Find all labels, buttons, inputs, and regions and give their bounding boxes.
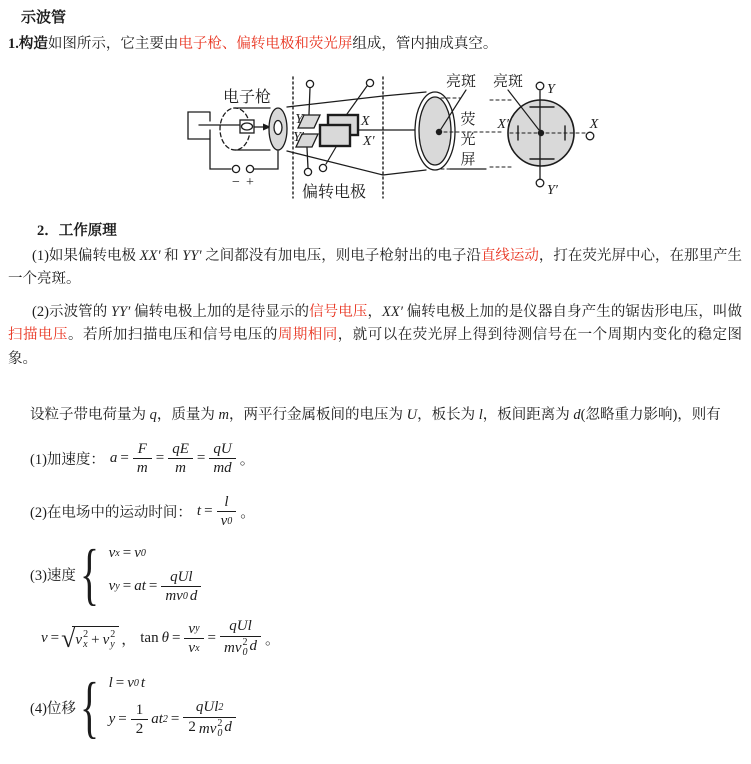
- text-run: 组成，管内抽成真空。: [352, 36, 498, 52]
- math-token: [209, 459, 235, 477]
- math-token: l: [224, 493, 229, 510]
- y-prime-plate-label: Y′: [293, 129, 304, 145]
- math-token: tan: [140, 630, 159, 646]
- math-expression: [109, 441, 257, 477]
- math-token: y: [110, 639, 115, 650]
- math-token: √: [61, 623, 76, 653]
- section-heading-principle: 2．工作原理: [37, 222, 117, 239]
- math-token: 0: [217, 728, 223, 740]
- math-token: [243, 638, 248, 659]
- math-token: [79, 535, 203, 613]
- math-token: [168, 441, 193, 477]
- var-d: d: [573, 407, 581, 423]
- math-token: at: [134, 578, 146, 594]
- math-token: mv 2 0: [224, 636, 248, 659]
- formula-acceleration: [30, 438, 751, 480]
- math-token: 2: [135, 721, 144, 737]
- math-token: [108, 675, 238, 740]
- text-run: ，质量为: [156, 407, 219, 423]
- math-token: [184, 621, 203, 640]
- front-y-label: Y: [547, 81, 555, 97]
- math-token: [131, 702, 149, 738]
- math-token: =: [171, 630, 181, 646]
- math-token: [108, 545, 204, 605]
- math-token: [184, 639, 203, 657]
- math-token: =: [120, 450, 129, 466]
- math-token: =: [204, 503, 213, 519]
- bright-spot-label-2: 亮斑: [492, 73, 524, 90]
- math-token: [108, 675, 146, 692]
- math-token: qUl: [170, 568, 193, 585]
- paragraph-no-voltage: [8, 245, 742, 292]
- highlight-signal-voltage: 信号电压: [309, 303, 368, 320]
- math-token: =: [115, 675, 125, 692]
- highlight-components: 电子枪、偏转电极和荧光屏: [178, 36, 353, 52]
- math-token: 2: [218, 702, 224, 713]
- text-run: ，板长为: [417, 407, 479, 423]
- math-token: 0: [227, 515, 233, 527]
- text-run: 之间都没有加电压，则电子枪射出的电子沿: [201, 247, 481, 264]
- math-token: v x: [108, 544, 120, 561]
- math-token: 2: [242, 636, 248, 648]
- paragraph-structure: [8, 33, 742, 57]
- paragraph-scan-voltage: [8, 301, 742, 372]
- var-m: m: [218, 407, 229, 423]
- xx-axis-label: XX′: [382, 303, 403, 320]
- math-token: [220, 618, 261, 637]
- math-expression: [196, 494, 257, 530]
- math-token: {: [79, 535, 99, 613]
- math-token: [220, 637, 261, 659]
- page-title: 示波管: [21, 10, 67, 26]
- text-run: 设粒子带电荷量为: [30, 407, 150, 423]
- math-token: qU: [213, 440, 232, 457]
- highlight-scan-voltage: 扫描电压: [8, 327, 68, 343]
- screen-char: 荧: [460, 111, 476, 128]
- anode-disc: [269, 108, 287, 150]
- plus-sign: +: [246, 174, 254, 190]
- math-token: 2: [162, 714, 168, 725]
- math-expression: [79, 668, 238, 746]
- math-token: v 2 y: [102, 628, 116, 650]
- math-token: v: [41, 630, 48, 646]
- math-token: +: [91, 631, 100, 648]
- math-token: [72, 626, 119, 652]
- minus-sign: −: [232, 174, 240, 190]
- math-token: mv 0: [165, 588, 188, 604]
- text-run: 和: [160, 247, 183, 264]
- math-token: at 2: [151, 711, 168, 727]
- math-token: =: [118, 711, 127, 727]
- highlight-straight-motion: 直线运动: [480, 247, 539, 264]
- math-token: y: [195, 623, 200, 635]
- text-run: 。若所加扫描电压和信号电压的: [67, 327, 278, 343]
- tube-wall-bottom: [287, 151, 383, 175]
- formula-label: (4)位移: [30, 701, 76, 717]
- var-U: U: [406, 407, 418, 423]
- tube-wall-top: [287, 96, 383, 107]
- text-run: 偏转电极上加的是待显示的: [130, 303, 310, 320]
- xx-axis-label: XX′: [139, 247, 161, 264]
- math-token: t: [196, 503, 202, 519]
- math-token: [209, 441, 235, 477]
- electron-gun-label: 电子枪: [222, 88, 272, 106]
- math-token: [183, 718, 236, 740]
- math-token: 2: [217, 717, 223, 729]
- math-token: =: [196, 450, 206, 466]
- formula-resultant-velocity: [36, 616, 751, 662]
- math-token: [220, 618, 261, 659]
- math-token: d: [249, 637, 258, 654]
- math-token: 0: [242, 647, 248, 659]
- math-token: [168, 459, 193, 477]
- math-token: t: [140, 675, 146, 692]
- math-token: [133, 459, 152, 477]
- math-token: F: [137, 440, 147, 457]
- math-token: [61, 623, 119, 653]
- bright-spot-dot-front: [538, 129, 544, 135]
- math-token: [183, 699, 236, 718]
- math-token: v 0: [134, 544, 146, 561]
- text-run: ，两平行金属板间的电压为: [228, 407, 407, 423]
- screen-char: 屏: [460, 151, 476, 168]
- formula-label: (1)加速度：: [30, 452, 105, 468]
- math-token: v y: [108, 578, 120, 594]
- math-token: [108, 699, 238, 740]
- math-token: [108, 569, 204, 605]
- math-token: 1: [135, 701, 144, 718]
- math-token: [131, 702, 149, 721]
- math-token: y: [108, 711, 116, 727]
- text-run: 偏转电极上加的是仪器自身产生的锯齿形电压，叫做: [402, 303, 743, 320]
- text-run: ，: [367, 303, 383, 320]
- math-token: x: [83, 639, 88, 650]
- math-token: =: [207, 630, 217, 646]
- math-token: v y: [188, 620, 200, 637]
- math-token: 0: [140, 547, 146, 559]
- math-token: [108, 545, 147, 562]
- math-token: [131, 720, 149, 738]
- math-token: [133, 441, 152, 460]
- math-expression: [79, 535, 203, 613]
- math-token: =: [155, 450, 165, 466]
- text-run: ，打在荧光屏中心，在那里产生一个亮斑。: [8, 247, 743, 287]
- math-token: [161, 569, 201, 605]
- math-token: l: [108, 675, 113, 692]
- formula-displacement: [30, 670, 751, 746]
- math-token: d: [224, 718, 232, 735]
- math-token: θ: [161, 630, 169, 646]
- math-token: =: [148, 578, 158, 594]
- text-run: ，板间距离为: [482, 407, 574, 423]
- math-token: =: [122, 578, 132, 594]
- math-token: [110, 630, 115, 651]
- front-y-prime-label: Y′: [547, 182, 558, 198]
- x-plate-label: X: [361, 113, 370, 129]
- math-token: 2: [83, 628, 89, 640]
- math-token: 。: [239, 452, 255, 468]
- front-x-label: X: [589, 116, 599, 132]
- math-token: y: [115, 581, 120, 592]
- math-token: [79, 668, 238, 746]
- math-token: x: [195, 642, 200, 654]
- math-token: x: [115, 547, 120, 559]
- math-token: [161, 569, 201, 588]
- math-token: v 0: [220, 513, 233, 529]
- gun-supply-wiring: [210, 139, 278, 173]
- math-token: [217, 719, 222, 740]
- formula-label: (3)速度: [30, 568, 76, 584]
- highlight-same-period: 周期相同: [277, 327, 338, 343]
- text-run: (忽略重力影响)，则有: [580, 407, 721, 423]
- bright-spot-dot-side: [436, 128, 442, 134]
- screen-char: 光: [460, 131, 476, 148]
- text-run: (1)如果偏转电极: [32, 247, 140, 264]
- fluorescent-screen-label: [460, 110, 475, 168]
- formula-transit-time: [30, 490, 751, 534]
- math-token: md: [213, 460, 232, 476]
- math-token: 0: [182, 590, 188, 602]
- math-token: ，: [121, 632, 137, 648]
- math-token: qE: [172, 440, 189, 457]
- electron-gun-cylinder: [220, 108, 270, 150]
- formula-label: (2)在电场中的运动时间：: [30, 505, 192, 521]
- math-token: [183, 699, 236, 740]
- screen-ellipse: [415, 92, 455, 170]
- yy-axis-label: YY′: [111, 303, 131, 320]
- math-token: [217, 494, 237, 530]
- math-token: 。: [240, 505, 256, 521]
- math-token: [217, 512, 237, 530]
- y-plate-label: Y: [295, 111, 303, 127]
- math-token: [133, 441, 152, 477]
- math-token: 。: [265, 632, 281, 648]
- math-token: v x: [188, 640, 200, 656]
- math-token: [83, 630, 88, 651]
- text-run: ，就可以在荧光屏上得到待测信号在一个周期内变化的稳定图象。: [8, 327, 743, 367]
- y-deflection-plates: [296, 80, 320, 175]
- math-token: 2: [188, 718, 196, 735]
- math-token: =: [50, 630, 60, 646]
- math-token: m: [136, 460, 148, 476]
- math-token: m: [175, 460, 186, 476]
- front-x-prime-label: X′: [497, 116, 509, 132]
- battery-symbol: [188, 112, 239, 139]
- math-token: mv 2 0: [198, 717, 223, 740]
- math-token: v 0: [127, 675, 139, 692]
- math-token: 0: [133, 678, 139, 690]
- var-l: l: [478, 407, 483, 423]
- math-token: d: [189, 588, 198, 604]
- math-token: {: [79, 668, 99, 746]
- var-q: q: [149, 407, 157, 423]
- text-run: 如图所示，它主要由: [47, 36, 179, 52]
- formula-velocity-components: [30, 535, 751, 613]
- math-token: [161, 587, 201, 605]
- yy-axis-label: YY′: [182, 247, 202, 264]
- math-token: qUl 2: [195, 699, 224, 716]
- math-token: [209, 441, 235, 460]
- math-token: v 2 x: [75, 628, 89, 650]
- oscilloscope-tube-diagram: [183, 61, 751, 211]
- math-token: =: [170, 711, 180, 727]
- math-token: 2: [110, 628, 116, 640]
- math-expression: [40, 618, 282, 659]
- text-run: (2)示波管的: [32, 303, 112, 320]
- bright-spot-label-1: 亮斑: [445, 73, 477, 90]
- math-token: [184, 621, 203, 657]
- structure-label: 1.构造: [8, 36, 48, 52]
- deflection-electrodes-label: 偏转电极: [301, 183, 367, 201]
- math-token: qUl: [229, 618, 252, 635]
- paragraph-derivation-setup: [8, 404, 742, 428]
- math-token: [217, 494, 237, 513]
- diagram-svg: [183, 61, 603, 211]
- math-token: a: [109, 450, 118, 466]
- math-token: [168, 441, 193, 460]
- x-prime-plate-label: X′: [363, 133, 375, 149]
- math-token: =: [122, 544, 132, 561]
